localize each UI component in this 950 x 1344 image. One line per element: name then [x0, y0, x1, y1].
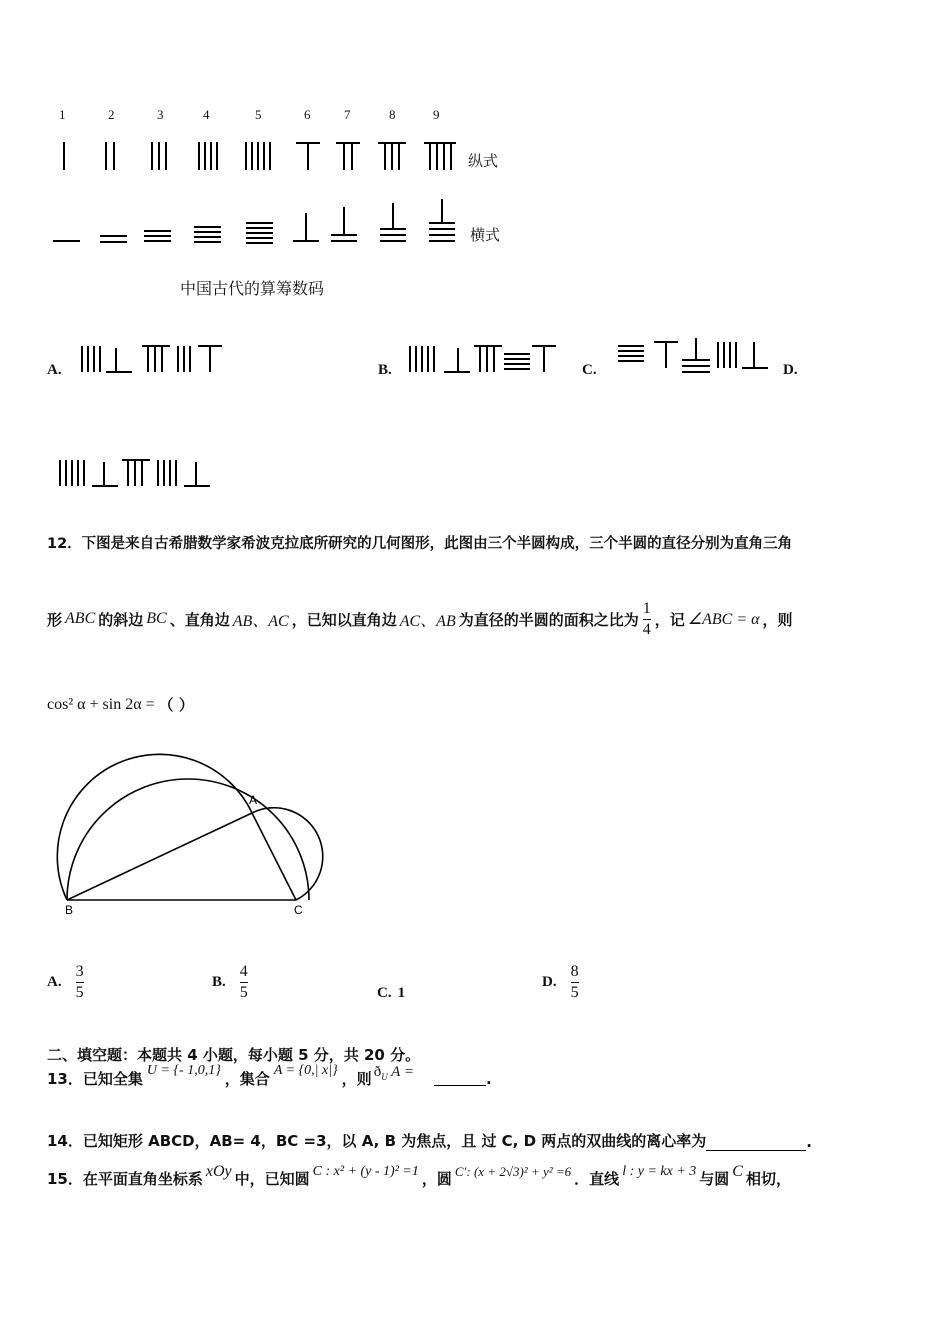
- digit-label: 3: [157, 107, 164, 122]
- digit-label: 1: [59, 107, 66, 122]
- q12-text: ，记: [654, 610, 685, 629]
- q12-text: 形: [47, 610, 63, 629]
- digit-label: 4: [203, 107, 210, 122]
- q12-text: ，已知以直角边: [291, 610, 397, 629]
- q15-line: [47, 1162, 791, 1189]
- q15-text: 与圆: [699, 1170, 730, 1188]
- q14-end: .: [806, 1133, 812, 1151]
- option-c-letter: C.: [582, 362, 597, 378]
- ratio-fraction: [643, 599, 651, 640]
- q13-answer-blank[interactable]: [434, 1071, 486, 1086]
- vertex-label-a: A: [249, 793, 258, 807]
- q12-line1: 12．下图是来自古希腊数学家希波克拉底所研究的几何图形，此图由三个半圆构成，三个半圆的直径分别为直角三角: [47, 536, 793, 552]
- option-a-rods: [78, 340, 228, 376]
- fraction-numerator: 8: [570, 963, 579, 980]
- option-b-letter: B.: [378, 362, 392, 378]
- q12-text: 的斜边: [98, 610, 144, 629]
- fraction-denominator: 5: [570, 984, 579, 1001]
- option-d-letter: D.: [783, 362, 798, 378]
- q15-text: ．直线: [574, 1170, 620, 1188]
- fraction-denominator: 5: [239, 984, 248, 1001]
- q15-math: C: [732, 1162, 743, 1180]
- digit-label: 8: [389, 107, 396, 122]
- option-letter: B.: [212, 974, 226, 990]
- q13-text: ，则: [341, 1070, 372, 1088]
- complement-subscript: U: [381, 1071, 388, 1082]
- horizontal-rods: [50, 195, 470, 247]
- q13-complement: [374, 1064, 414, 1082]
- option-value: 1: [397, 985, 406, 1001]
- q13-universal-set: U = {- 1,0,1}: [146, 1062, 221, 1078]
- q12-math: ∠ABC = α: [687, 611, 760, 628]
- fraction-denominator: 5: [75, 984, 84, 1001]
- q12-text: 、直角边: [169, 610, 230, 629]
- q12-option-d: [542, 962, 579, 1003]
- digit-label: 7: [344, 107, 351, 122]
- q12-option-a: [47, 962, 84, 1003]
- q15-line-l: l : y = kx + 3: [622, 1163, 697, 1179]
- q13-line: [47, 1062, 492, 1089]
- option-fraction: [240, 962, 248, 1003]
- figure-caption: 中国古代的算筹数码: [180, 279, 325, 298]
- q12-paren: （ ）: [158, 696, 194, 714]
- hippocrates-figure: [55, 752, 345, 922]
- q12-text: 为直径的半圆的面积之比为: [458, 610, 639, 629]
- q13-end: .: [485, 1069, 492, 1088]
- q15-circle-c-prime: C′: (x + 2√3)² + y² =6: [454, 1163, 572, 1179]
- q13-text: 13．已知全集: [47, 1070, 143, 1088]
- q12-math: ABC: [65, 610, 96, 627]
- q12-text: ，则: [762, 610, 793, 629]
- q14-text: 14．已知矩形 ABCD，AB= 4，BC =3，以 A, B 为焦点，且 过 C, D 两点的双曲线的离心率为: [47, 1132, 707, 1150]
- fraction-denominator: 4: [642, 620, 651, 638]
- vertical-rods: [50, 138, 470, 174]
- q12-math: BC: [146, 610, 167, 627]
- option-letter: C.: [377, 985, 392, 1001]
- vertex-label-b: B: [65, 903, 74, 917]
- q12-math: AB、AC: [232, 612, 289, 630]
- q12-expression-line: [47, 694, 194, 715]
- q15-circle-c: C : x² + (y - 1)² =1: [312, 1163, 419, 1179]
- q15-text: ，圆: [421, 1170, 452, 1188]
- option-a-letter: A.: [47, 362, 62, 378]
- q15-math: xOy: [205, 1162, 232, 1180]
- q13-text: ，集合: [224, 1070, 270, 1088]
- section-heading: 二、填空题：本题共 4 小题，每小题 5 分，共 20 分。: [47, 1046, 421, 1064]
- q12-option-b: [212, 962, 248, 1003]
- q12-option-c: [377, 985, 405, 1002]
- fraction-numerator: 1: [642, 599, 651, 617]
- option-c-rods: [614, 332, 772, 378]
- fraction-numerator: 3: [75, 963, 84, 980]
- option-d-rods: [56, 454, 212, 490]
- q15-text: 中，已知圆: [234, 1170, 310, 1188]
- option-fraction: [76, 962, 84, 1003]
- q12-line2: [47, 594, 793, 644]
- option-letter: D.: [542, 974, 557, 990]
- option-fraction: [571, 962, 579, 1003]
- vertex-label-c: C: [294, 903, 303, 917]
- fraction-numerator: 4: [239, 963, 248, 980]
- complement-symbol: ð: [373, 1063, 382, 1080]
- option-letter: A.: [47, 974, 62, 990]
- digit-label: 6: [304, 107, 311, 122]
- digit-label: 9: [433, 107, 440, 122]
- q15-text: 15．在平面直角坐标系: [47, 1170, 203, 1188]
- complement-set: A =: [391, 1063, 414, 1080]
- q12-math: AC、AB: [399, 612, 456, 630]
- vertical-label: 纵式: [468, 152, 499, 170]
- q12-expression: cos² α + sin 2α =: [47, 695, 155, 713]
- digit-label: 2: [108, 107, 115, 122]
- horizontal-label: 横式: [470, 226, 501, 244]
- digit-label: 5: [255, 107, 262, 122]
- q13-set-a: A = {0,| x|}: [273, 1062, 338, 1078]
- option-b-rods: [406, 340, 560, 376]
- q15-text: 相切，: [745, 1170, 791, 1188]
- q14-answer-blank[interactable]: [706, 1136, 806, 1151]
- q14-line: [47, 1130, 812, 1151]
